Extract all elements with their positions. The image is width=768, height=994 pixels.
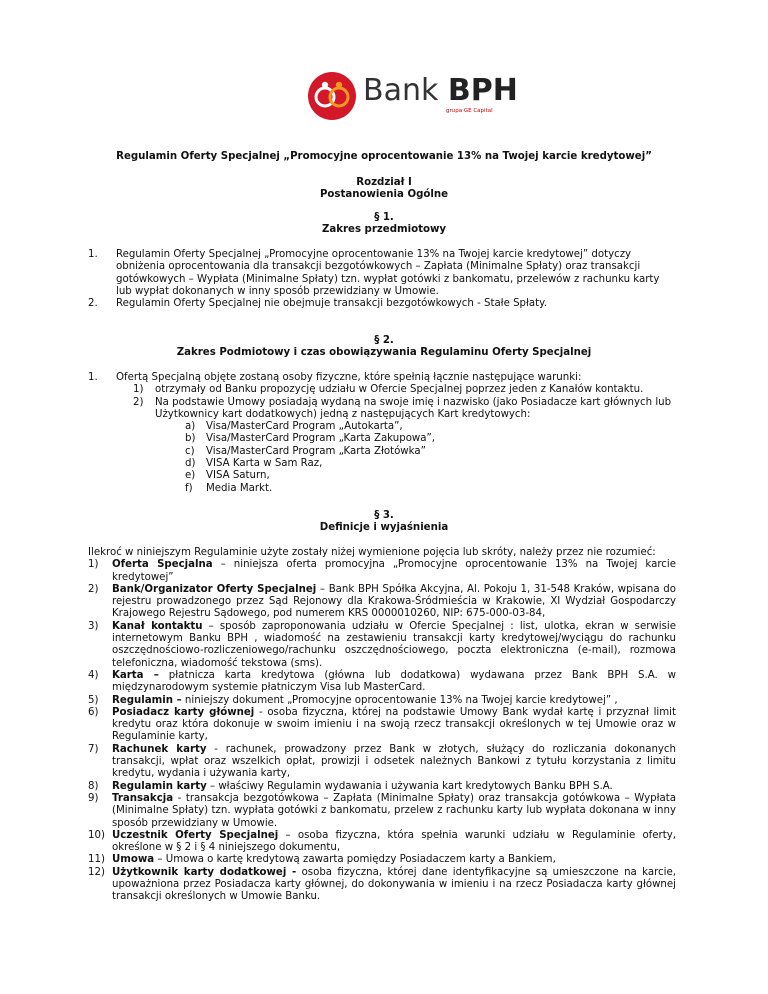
definition-term: Użytkownik karty dodatkowej - — [112, 866, 297, 878]
bank-bph-logo — [306, 68, 518, 124]
definition-number: 4) — [88, 669, 99, 681]
logo-wordmark: Bank BPH — [363, 73, 518, 108]
card-letter: e) — [185, 470, 196, 482]
section-2-list — [88, 372, 676, 495]
card-letter: f) — [185, 482, 193, 494]
definition-item — [88, 584, 676, 621]
definition-term: Bank/Organizator Oferty Specjalnej — [112, 583, 317, 595]
card-type-item — [88, 458, 676, 470]
section-2-item — [88, 372, 676, 384]
section-2-heading: Zakres Podmiotowy i czas obowiązywania Regulaminu Oferty Specjalnej — [176, 347, 592, 358]
document-title: Regulamin Oferty Specjalnej „Promocyjne oprocentowanie 13% na Twojej karcie kredytowej” — [116, 151, 652, 162]
logo-tagline: grupa GE Capital — [446, 108, 493, 114]
definition-text: płatnicza karta kredytowa (główna lub dodatkowa) wydawana przez Bank BPH S.A. w międzynarodowym systemie płatniczym Visa lub MasterCard. — [112, 669, 676, 694]
definition-term: Regulamin karty — [112, 780, 207, 792]
definition-text: – Bank BPH Spółka Akcyjna, Al. Pokoju 1, 31-548 Kraków, wpisana do rejestru prowadzonego przez Sąd Rejonowy dla Krakowa-Śródmieścia w Krakowie, XI Wydział Gospodarczy Krajowego Rejestru Sądowego, pod numerem KRS 0000010260, NIP: 675-000-03-84, — [112, 583, 676, 620]
definition-term: Rachunek karty — [112, 743, 207, 755]
definition-term: Oferta Specjalna — [112, 559, 213, 571]
section-3-definitions — [88, 547, 676, 904]
definition-number: 6) — [88, 706, 99, 718]
item-text: Ofertą Specjalną objęte zostaną osoby fizyczne, które spełnią łącznie następujące warunki: — [116, 372, 582, 383]
definition-number: 5) — [88, 694, 99, 706]
card-name: VISA Saturn, — [206, 470, 270, 482]
section-3-heading: Definicje i wyjaśnienia — [319, 522, 449, 533]
definition-text: – Umowa o kartę kredytową zawarta pomiędzy Posiadaczem karty a Bankiem, — [154, 854, 556, 866]
card-type-item — [88, 421, 676, 433]
condition-number: 2) — [133, 396, 144, 408]
card-name: Visa/MasterCard Program „Autokarta”, — [206, 421, 403, 433]
definition-text: – niniejsza oferta promocyjna „Promocyjne oprocentowanie 13% na Twojej karcie kredytowej” — [112, 559, 676, 583]
card-name: VISA Karta w Sam Raz, — [206, 458, 323, 470]
condition-item — [88, 384, 676, 396]
definition-term: Uczestnik Oferty Specjalnej — [112, 829, 279, 841]
definition-item — [88, 621, 676, 670]
condition-text: Na podstawie Umowy posiadają wydaną na swoje imię i nazwisko (jako Posiadacze kart głównych lub Użytkownicy kart dodatkowych) jedną z następujących Kart kredytowych: — [155, 396, 672, 420]
card-type-item — [88, 470, 676, 482]
section-1-item — [88, 298, 676, 310]
section-1-heading: Zakres przedmiotowy — [321, 224, 447, 235]
section-2-sign: § 2. — [374, 335, 394, 346]
definition-item — [88, 707, 676, 744]
definition-term: Karta – — [112, 669, 159, 681]
item-number: 2. — [88, 298, 98, 310]
card-name: Media Markt. — [206, 482, 273, 494]
definition-text: niniejszy dokument „Promocyjne oprocentowanie 13% na Twojej karcie kredytowej” , — [181, 694, 618, 706]
item-text: Regulamin Oferty Specjalnej nie obejmuje transakcji bezgotówkowych - Stałe Spłaty. — [116, 298, 547, 310]
card-name: Visa/MasterCard Program „Karta Zakupowa”, — [206, 433, 436, 445]
definition-number: 8) — [88, 780, 99, 792]
item-text: Regulamin Oferty Specjalnej „Promocyjne oprocentowanie 13% na Twojej karcie kredytowej” dotyczy obniżenia oprocentowania dla transakcji bezgotówkowych – Zapłata (Minimalne Spłaty) oraz transakcji gotówkowych – Wypłata (Minimalne Spłaty) tzn. wypłat gotówki z bankomatu, przelewów z rachunku karty lub wypłat dokonanych w inny sposób przewidziany w Umowie. — [116, 249, 660, 297]
card-letter: b) — [185, 433, 196, 445]
card-letter: a) — [185, 421, 196, 433]
definition-item — [88, 781, 676, 793]
item-number: 1. — [88, 249, 98, 260]
definition-text: osoba fizyczna, której dane identyfikacyjne są umieszczone na karcie, upoważniona przez Posiadacza karty głównej, do dokonywania w imieniu i na rzecz Posiadacza karty głównej transakcji określonych w Umowie Banku. — [112, 866, 676, 903]
card-letter: d) — [185, 458, 196, 470]
definition-number: 11) — [88, 854, 105, 866]
definition-item — [88, 830, 676, 855]
card-type-item — [88, 483, 676, 495]
definition-term: Posiadacz karty głównej — [112, 706, 255, 718]
definition-item — [88, 793, 676, 830]
definition-number: 10) — [88, 829, 105, 841]
definition-item — [88, 559, 676, 584]
definition-text: – właściwy Regulamin wydawania i używania kart kredytowych Banku BPH S.A. — [206, 780, 613, 792]
definition-item — [88, 744, 676, 781]
definition-term: Transakcja — [112, 792, 174, 804]
definition-text: - osoba fizyczna, której na podstawie Umowy Bank wydał kartę i przyznał limit kredytu oraz która dokonuje w swoim imieniu i na swoją rzecz transakcji określonych w tej Umowie oraz w Regulaminie karty, — [112, 706, 677, 743]
definition-item — [88, 670, 676, 695]
definition-term: Kanał kontaktu — [112, 620, 203, 632]
chapter-name: Rozdział I — [356, 177, 412, 188]
definition-text: – osoba fizyczna, która spełnia warunki udziału w Regulaminie oferty, określone w § 2 i § 4 niniejszego dokumentu, — [112, 829, 676, 854]
card-type-item — [88, 433, 676, 445]
bank-bph-emblem-icon — [306, 70, 358, 122]
card-letter: c) — [185, 445, 195, 457]
definition-item — [88, 854, 676, 866]
definition-number: 9) — [88, 792, 99, 804]
definition-term: Regulamin – — [112, 694, 182, 706]
definition-number: 7) — [88, 743, 99, 755]
definition-number: 12) — [88, 866, 105, 878]
section-1-item — [88, 249, 676, 298]
definition-text: – sposób zaproponowania udziału w Ofercie Specjalnej : list, ulotka, ekran w serwisie internetowym Banku BPH , wiadomość na zestawieniu transakcji karty kredytowej/wyciągu do rachunku oszczędnościowo-rozliczeniowego/rachunku oszczędnościowego, poczta elektroniczna (e-mail), rozmowa telefoniczna, wiadomość tekstowa (sms). — [112, 620, 676, 669]
item-number: 1. — [88, 372, 98, 383]
condition-number: 1) — [133, 384, 144, 396]
section-1-sign: § 1. — [374, 212, 394, 223]
definition-number: 3) — [88, 620, 99, 632]
card-type-item — [88, 446, 676, 458]
definition-text: - transakcja bezgotówkowa – Zapłata (Minimalne Spłaty) oraz transakcja gotówkowa – Wypłata (Minimalne Spłaty) tzn. wypłata gotówki z bankomatu, przelew z rachunku karty lub wypłata dokonana w inny sposób przewidziany w Umowie. — [112, 792, 676, 829]
section-1-list — [88, 249, 676, 310]
section-3-sign: § 3. — [374, 510, 394, 521]
definition-item — [88, 867, 676, 904]
definitions-intro: Ilekroć w niniejszym Regulaminie użyte zostały niżej wymienione pojęcia lub skróty, należy przez nie rozumieć: — [88, 547, 656, 558]
definition-item — [88, 695, 676, 707]
condition-item — [88, 397, 676, 422]
condition-text: otrzymały od Banku propozycję udziału w Ofercie Specjalnej poprzez jeden z Kanałów kontaktu. — [155, 384, 644, 396]
chapter-subtitle: Postanowienia Ogólne — [319, 189, 449, 200]
definition-number: 1) — [88, 559, 99, 571]
card-name: Visa/MasterCard Program „Karta Złotówka” — [206, 445, 426, 457]
definition-number: 2) — [88, 583, 99, 595]
definition-term: Umowa — [112, 854, 155, 866]
definition-text: - rachunek, prowadzony przez Bank w złotych, służący do rozliczania dokonanych transakcji, wpłat oraz wszelkich opłat, prowizji i odsetek należnych Bankowi z tytułu korzystania z limitu kredytu, wydania i używania karty, — [112, 743, 676, 780]
